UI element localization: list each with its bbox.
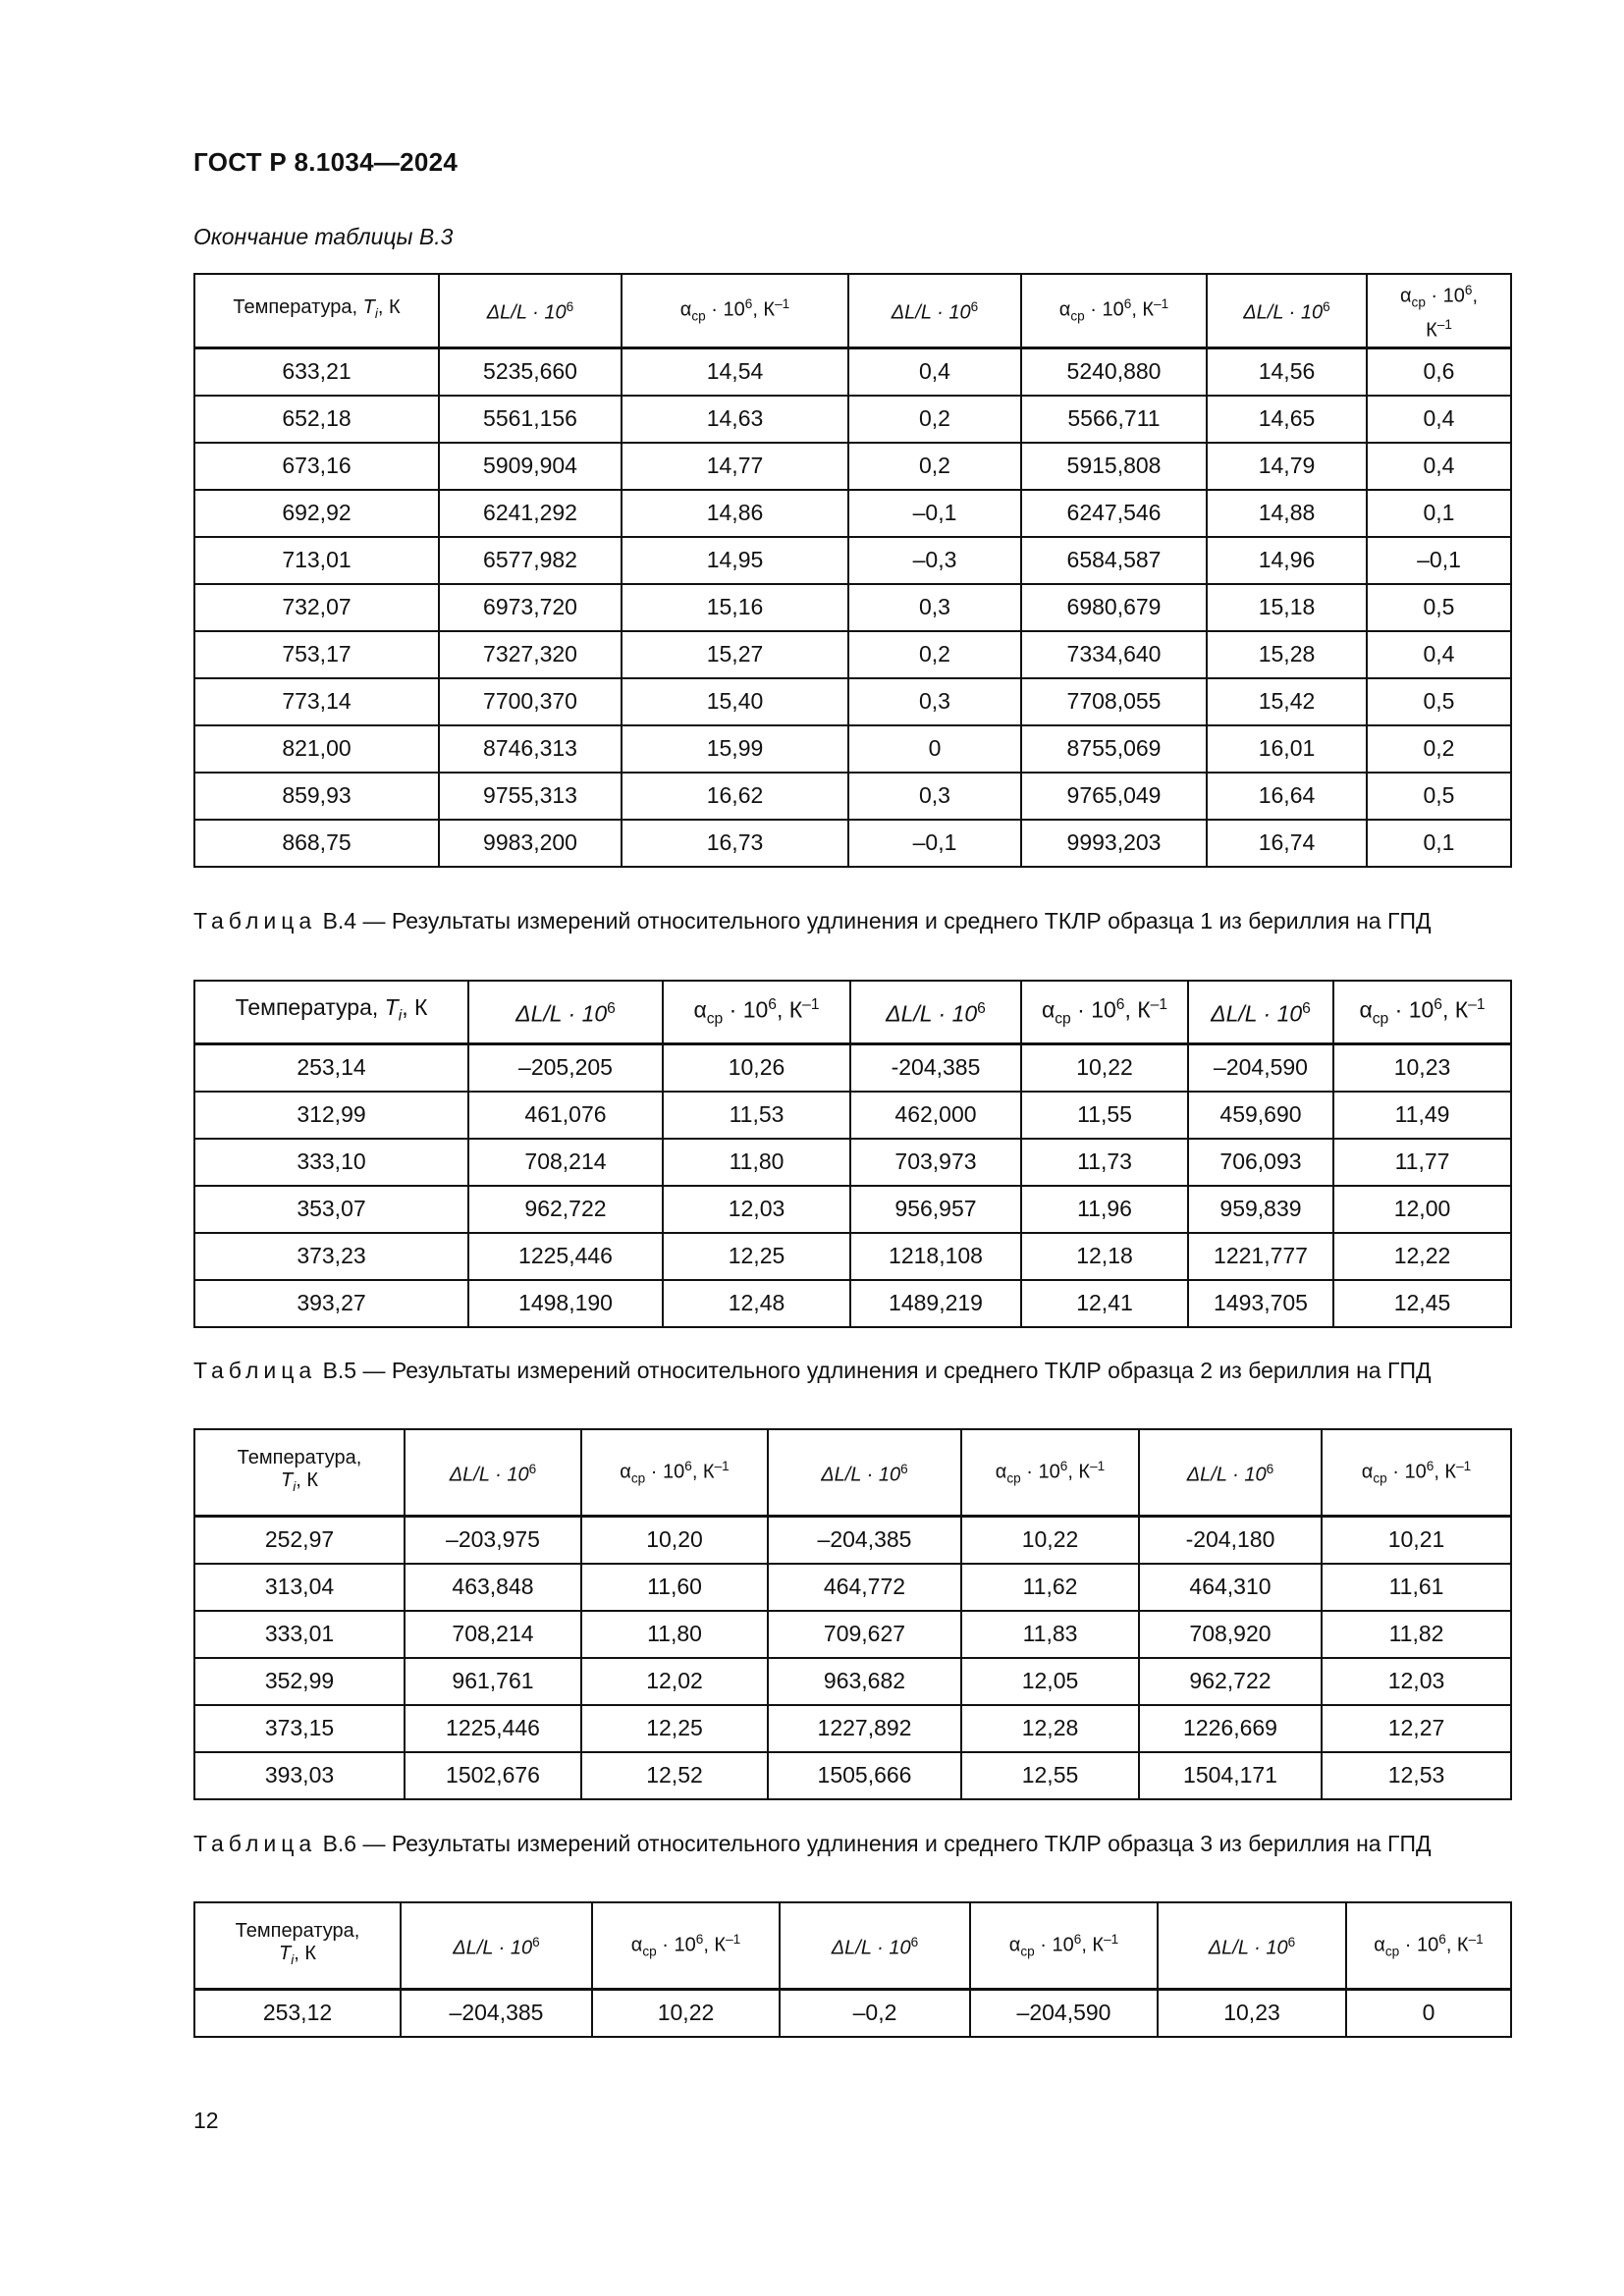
table-cell: 1493,705 <box>1188 1280 1333 1327</box>
table-b4-caption: Таблица В.4 — Результаты измерений относительного удлинения и среднего ТКЛР образца 1 из бериллия на ГПД <box>193 908 1432 934</box>
table-cell: 1225,446 <box>468 1233 663 1280</box>
table-cell: 6577,982 <box>439 537 622 584</box>
table-cell: 7334,640 <box>1021 631 1207 678</box>
table-cell: 11,96 <box>1021 1186 1188 1233</box>
table-cell: 14,88 <box>1207 490 1367 537</box>
header-dl: $\Delta L/L \cdot 10^6$ <box>468 981 663 1043</box>
table-cell: 14,86 <box>622 490 848 537</box>
header-dl: $\Delta L/L \cdot 10^6$ <box>1139 1429 1322 1516</box>
table-cell: 1225,446 <box>405 1705 581 1752</box>
table-cell: 713,01 <box>194 537 439 584</box>
document-code: ГОСТ Р 8.1034—2024 <box>193 147 459 177</box>
table-cell: 12,22 <box>1333 1233 1511 1280</box>
table-cell: 12,03 <box>1322 1658 1511 1705</box>
header-dl: $\Delta L/L \cdot 10^6$ <box>401 1902 592 1989</box>
table-cell: 12,52 <box>581 1752 768 1799</box>
table-cell: 8746,313 <box>439 725 622 773</box>
table-cell: 16,73 <box>622 820 848 867</box>
table-b4 <box>193 980 1512 1328</box>
table-cell: 10,20 <box>581 1516 768 1564</box>
table-cell: 9983,200 <box>439 820 622 867</box>
table-cell: 12,53 <box>1322 1752 1511 1799</box>
table-cell: –204,385 <box>401 1989 592 2037</box>
table-cell: 1489,219 <box>850 1280 1021 1327</box>
table-cell: 12,18 <box>1021 1233 1188 1280</box>
table-cell: 956,957 <box>850 1186 1021 1233</box>
table-cell: 253,14 <box>194 1043 468 1092</box>
table-row <box>194 1705 1511 1752</box>
table-cell: 9765,049 <box>1021 773 1207 820</box>
table-cell: 9993,203 <box>1021 820 1207 867</box>
table-cell: –0,1 <box>1367 537 1511 584</box>
table-cell: 8755,069 <box>1021 725 1207 773</box>
table-cell: -204,180 <box>1139 1516 1322 1564</box>
header-alpha: $\alpha_{ср} \cdot 10^6$, $К^{-1}$ <box>1021 274 1207 347</box>
table-cell: 868,75 <box>194 820 439 867</box>
table-cell: 1502,676 <box>405 1752 581 1799</box>
table-cell: 6980,679 <box>1021 584 1207 631</box>
table-cell: 673,16 <box>194 443 439 490</box>
header-alpha: $\alpha_{ср} \cdot 10^6$, $К^{-1}$ <box>961 1429 1139 1516</box>
table-cell: –0,1 <box>848 490 1021 537</box>
table-row <box>194 1989 1511 2037</box>
table-cell: 708,214 <box>468 1139 663 1186</box>
header-dl: $\Delta L/L \cdot 10^6$ <box>1188 981 1333 1043</box>
table-row <box>194 1516 1511 1564</box>
header-alpha: $\alpha_{ср} \cdot 10^6$, $К^{-1}$ <box>663 981 850 1043</box>
table-cell: -204,385 <box>850 1043 1021 1092</box>
table-cell: 12,45 <box>1333 1280 1511 1327</box>
table-cell: 709,627 <box>768 1611 961 1658</box>
header-alpha: $\alpha_{ср} \cdot 10^6$, $К^{-1}$ <box>1346 1902 1511 1989</box>
table-cell: 11,55 <box>1021 1092 1188 1139</box>
table-cell: 464,310 <box>1139 1564 1322 1611</box>
table-cell: 1504,171 <box>1139 1752 1322 1799</box>
table-row <box>194 1658 1511 1705</box>
table-cell: –204,590 <box>1188 1043 1333 1092</box>
table-cell: –0,2 <box>780 1989 970 2037</box>
table-cell: 12,02 <box>581 1658 768 1705</box>
table-row <box>194 584 1511 631</box>
table-row <box>194 490 1511 537</box>
table-cell: 14,54 <box>622 347 848 396</box>
table-cell: 10,23 <box>1158 1989 1346 2037</box>
table-cell: 0 <box>848 725 1021 773</box>
table-cell: 961,761 <box>405 1658 581 1705</box>
table-cell: 14,65 <box>1207 396 1367 443</box>
table-cell: 962,722 <box>1139 1658 1322 1705</box>
header-dl: $\Delta L/L \cdot 10^6$ <box>848 274 1021 347</box>
table-cell: 0,3 <box>848 584 1021 631</box>
table-cell: 0,5 <box>1367 773 1511 820</box>
table-row <box>194 396 1511 443</box>
table-cell: 11,77 <box>1333 1139 1511 1186</box>
table-cell: 312,99 <box>194 1092 468 1139</box>
table-cell: 0,4 <box>848 347 1021 396</box>
table-row <box>194 1233 1511 1280</box>
table-cell: 0,3 <box>848 773 1021 820</box>
table-cell: 6973,720 <box>439 584 622 631</box>
table-cell: 16,64 <box>1207 773 1367 820</box>
header-dl: $\Delta L/L \cdot 10^6$ <box>1158 1902 1346 1989</box>
table-cell: 962,722 <box>468 1186 663 1233</box>
table-cell: 5566,711 <box>1021 396 1207 443</box>
table-cell: 14,77 <box>622 443 848 490</box>
header-alpha: $\alpha_{ср} \cdot 10^6$, $К^{-1}$ <box>1333 981 1511 1043</box>
table-cell: 11,83 <box>961 1611 1139 1658</box>
table-row <box>194 1564 1511 1611</box>
table-cell: 1226,669 <box>1139 1705 1322 1752</box>
table-cell: 0,2 <box>848 443 1021 490</box>
table-cell: 5240,880 <box>1021 347 1207 396</box>
table-cell: 0,2 <box>848 396 1021 443</box>
table-cell: 15,16 <box>622 584 848 631</box>
table-cell: 6241,292 <box>439 490 622 537</box>
header-alpha: $\alpha_{ср} \cdot 10^6$, $К^{-1}$ <box>581 1429 768 1516</box>
table-cell: 252,97 <box>194 1516 405 1564</box>
table-cell: 753,17 <box>194 631 439 678</box>
table-row <box>194 1611 1511 1658</box>
table-row <box>194 1752 1511 1799</box>
table-cell: 6584,587 <box>1021 537 1207 584</box>
table-cell: 1221,777 <box>1188 1233 1333 1280</box>
table-b3-title: Окончание таблицы В.3 <box>193 224 454 249</box>
table-cell: 821,00 <box>194 725 439 773</box>
table-b6-caption: Таблица В.6 — Результаты измерений относительного удлинения и среднего ТКЛР образца 3 из бериллия на ГПД <box>193 1831 1432 1856</box>
header-dl: $\Delta L/L \cdot 10^6$ <box>439 274 622 347</box>
table-cell: 12,41 <box>1021 1280 1188 1327</box>
table-cell: 0,4 <box>1367 631 1511 678</box>
table-cell: 708,920 <box>1139 1611 1322 1658</box>
header-temperature: Температура, $T_i$, К <box>194 1902 401 1989</box>
table-cell: 692,92 <box>194 490 439 537</box>
table-cell: 393,03 <box>194 1752 405 1799</box>
table-cell: 12,03 <box>663 1186 850 1233</box>
table-cell: 14,56 <box>1207 347 1367 396</box>
table-cell: 5561,156 <box>439 396 622 443</box>
table-cell: 10,23 <box>1333 1043 1511 1092</box>
table-row <box>194 1280 1511 1327</box>
table-cell: 253,12 <box>194 1989 401 2037</box>
table-cell: 459,690 <box>1188 1092 1333 1139</box>
table-cell: 11,62 <box>961 1564 1139 1611</box>
table-cell: 12,48 <box>663 1280 850 1327</box>
header-alpha: $\alpha_{ср} \cdot 10^6$, $К^{-1}$ <box>1021 981 1188 1043</box>
table-cell: 16,01 <box>1207 725 1367 773</box>
table-cell: 7708,055 <box>1021 678 1207 725</box>
table-cell: 12,25 <box>581 1705 768 1752</box>
table-cell: 15,99 <box>622 725 848 773</box>
table-cell: 5915,808 <box>1021 443 1207 490</box>
table-cell: 11,82 <box>1322 1611 1511 1658</box>
table-cell: 11,61 <box>1322 1564 1511 1611</box>
table-cell: 1227,892 <box>768 1705 961 1752</box>
table-cell: 6247,546 <box>1021 490 1207 537</box>
table-cell: 0 <box>1346 1989 1511 2037</box>
table-row <box>194 773 1511 820</box>
table-cell: 333,10 <box>194 1139 468 1186</box>
table-cell: 463,848 <box>405 1564 581 1611</box>
table-row <box>194 1186 1511 1233</box>
table-row <box>194 537 1511 584</box>
table-cell: –0,3 <box>848 537 1021 584</box>
header-dl: $\Delta L/L \cdot 10^6$ <box>768 1429 961 1516</box>
table-cell: 10,22 <box>1021 1043 1188 1092</box>
table-cell: 14,95 <box>622 537 848 584</box>
header-temperature: Температура, $T_i$, К <box>194 274 439 347</box>
table-cell: 5235,660 <box>439 347 622 396</box>
table-cell: 1498,190 <box>468 1280 663 1327</box>
table-cell: 773,14 <box>194 678 439 725</box>
table-row <box>194 443 1511 490</box>
table-cell: 11,49 <box>1333 1092 1511 1139</box>
table-cell: 0,1 <box>1367 490 1511 537</box>
table-cell: 7327,320 <box>439 631 622 678</box>
table-cell: 14,96 <box>1207 537 1367 584</box>
table-cell: 706,093 <box>1188 1139 1333 1186</box>
table-cell: 12,25 <box>663 1233 850 1280</box>
table-cell: 0,5 <box>1367 584 1511 631</box>
table-cell: 0,6 <box>1367 347 1511 396</box>
table-cell: 959,839 <box>1188 1186 1333 1233</box>
table-b5-caption: Таблица В.5 — Результаты измерений относительного удлинения и среднего ТКЛР образца 2 из бериллия на ГПД <box>193 1358 1432 1383</box>
table-cell: 12,05 <box>961 1658 1139 1705</box>
table-cell: 393,27 <box>194 1280 468 1327</box>
table-cell: 963,682 <box>768 1658 961 1705</box>
table-cell: 732,07 <box>194 584 439 631</box>
table-cell: 15,40 <box>622 678 848 725</box>
table-cell: 11,80 <box>663 1139 850 1186</box>
table-cell: 12,55 <box>961 1752 1139 1799</box>
header-alpha: $\alpha_{ср} \cdot 10^6$, $К^{-1}$ <box>970 1902 1158 1989</box>
table-cell: 10,22 <box>592 1989 780 2037</box>
table-b3 <box>193 273 1512 868</box>
header-alpha: $\alpha_{ср} \cdot 10^6$, $К^{-1}$ <box>592 1902 780 1989</box>
table-cell: 313,04 <box>194 1564 405 1611</box>
header-alpha: $\alpha_{ср} \cdot 10^6$, $К^{-1}$ <box>622 274 848 347</box>
table-cell: –205,205 <box>468 1043 663 1092</box>
table-cell: 16,62 <box>622 773 848 820</box>
header-dl: $\Delta L/L \cdot 10^6$ <box>405 1429 581 1516</box>
table-cell: 352,99 <box>194 1658 405 1705</box>
table-cell: 703,973 <box>850 1139 1021 1186</box>
table-cell: 14,79 <box>1207 443 1367 490</box>
table-cell: 859,93 <box>194 773 439 820</box>
header-dl: $\Delta L/L \cdot 10^6$ <box>1207 274 1367 347</box>
header-temperature: Температура, $T_i$, К <box>194 981 468 1043</box>
table-cell: 7700,370 <box>439 678 622 725</box>
table-cell: 14,63 <box>622 396 848 443</box>
table-row <box>194 820 1511 867</box>
table-row <box>194 1139 1511 1186</box>
table-row <box>194 1043 1511 1092</box>
table-cell: 464,772 <box>768 1564 961 1611</box>
page-number: 12 <box>193 2108 219 2133</box>
table-cell: 11,53 <box>663 1092 850 1139</box>
table-cell: 16,74 <box>1207 820 1367 867</box>
table-cell: 12,27 <box>1322 1705 1511 1752</box>
table-cell: –203,975 <box>405 1516 581 1564</box>
table-cell: 373,15 <box>194 1705 405 1752</box>
table-cell: 462,000 <box>850 1092 1021 1139</box>
table-cell: 0,1 <box>1367 820 1511 867</box>
table-cell: 15,27 <box>622 631 848 678</box>
table-cell: 1218,108 <box>850 1233 1021 1280</box>
table-cell: 15,28 <box>1207 631 1367 678</box>
table-cell: 15,42 <box>1207 678 1367 725</box>
table-cell: –0,1 <box>848 820 1021 867</box>
table-cell: 0,4 <box>1367 396 1511 443</box>
table-cell: 11,60 <box>581 1564 768 1611</box>
table-cell: 333,01 <box>194 1611 405 1658</box>
table-cell: 373,23 <box>194 1233 468 1280</box>
table-cell: 10,26 <box>663 1043 850 1092</box>
table-cell: 0,3 <box>848 678 1021 725</box>
table-cell: 0,2 <box>1367 725 1511 773</box>
table-cell: 708,214 <box>405 1611 581 1658</box>
table-row <box>194 347 1511 396</box>
table-cell: –204,590 <box>970 1989 1158 2037</box>
table-cell: 633,21 <box>194 347 439 396</box>
table-cell: 0,2 <box>848 631 1021 678</box>
table-cell: 353,07 <box>194 1186 468 1233</box>
header-alpha: $\alpha_{ср} \cdot 10^6$, $К^{-1}$ <box>1322 1429 1511 1516</box>
table-cell: 0,4 <box>1367 443 1511 490</box>
table-row <box>194 631 1511 678</box>
table-cell: 12,28 <box>961 1705 1139 1752</box>
table-cell: 10,22 <box>961 1516 1139 1564</box>
header-dl: $\Delta L/L \cdot 10^6$ <box>850 981 1021 1043</box>
header-alpha: $\alpha_{ср} \cdot 10^6$, $К^{-1}$ <box>1367 274 1511 347</box>
table-row <box>194 678 1511 725</box>
table-b5 <box>193 1428 1512 1800</box>
table-cell: 11,73 <box>1021 1139 1188 1186</box>
table-cell: 5909,904 <box>439 443 622 490</box>
table-cell: 9755,313 <box>439 773 622 820</box>
table-cell: 0,5 <box>1367 678 1511 725</box>
table-row <box>194 725 1511 773</box>
table-cell: 461,076 <box>468 1092 663 1139</box>
table-cell: –204,385 <box>768 1516 961 1564</box>
header-dl: $\Delta L/L \cdot 10^6$ <box>780 1902 970 1989</box>
table-cell: 11,80 <box>581 1611 768 1658</box>
table-cell: 10,21 <box>1322 1516 1511 1564</box>
table-cell: 1505,666 <box>768 1752 961 1799</box>
table-b6 <box>193 1901 1512 2038</box>
table-cell: 12,00 <box>1333 1186 1511 1233</box>
table-cell: 652,18 <box>194 396 439 443</box>
table-row <box>194 1092 1511 1139</box>
table-cell: 15,18 <box>1207 584 1367 631</box>
header-temperature: Температура, $T_i$, К <box>194 1429 405 1516</box>
